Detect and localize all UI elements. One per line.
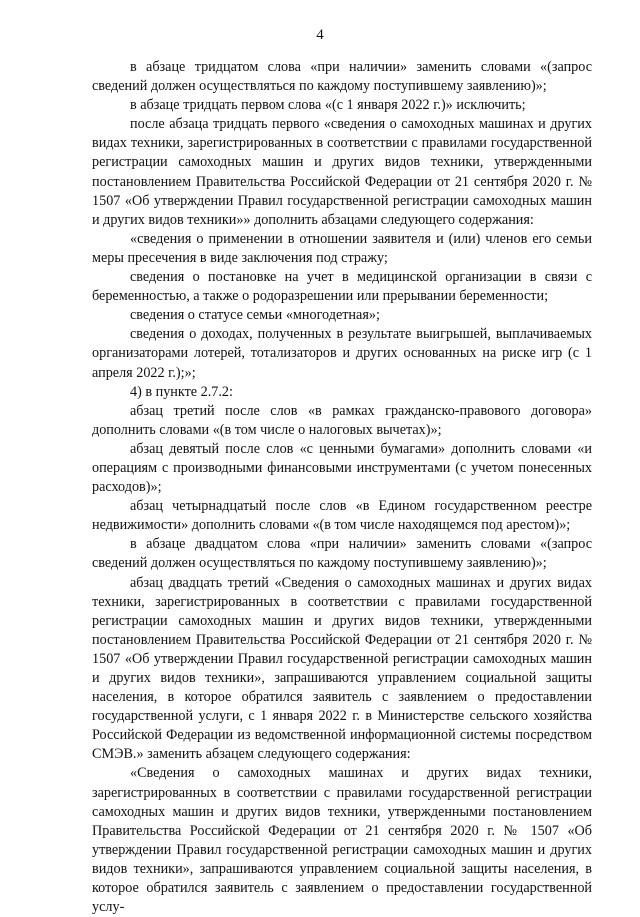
document-body [92,58,592,917]
paragraph: после абзаца тридцать первого «сведения о самоходных машинах и других видах техники, зарегистрированных в соответствии с правилами государственной регистрации самоходных машин и других видов техники, утвержденными постановлением Правительства Российской Федерации от 21 сентября 2020 г. № 1507 «Об утверждении Правил государственной регистрации самоходных машин и других видов техники»» дополнить абзацами следующего содержания: [92,116,592,228]
paragraph: абзац четырнадцатый после слов «в Едином государственном реестре недвижимости» дополнить словами «(в том числе находящемся под арестом)»; [92,498,592,534]
paragraph: сведения о доходах, полученных в результате выигрышей, выплачиваемых организаторами лотерей, тотализаторов и других основанных на риске игр (с 1 апреля 2022 г.);»; [92,326,592,381]
paragraph: абзац двадцать третий «Сведения о самоходных машинах и других видах техники, зарегистрированных в соответствии с правилами государственной регистрации самоходных машин и других видов техники, утвержденными постановлением Правительства Российской Федерации от 21 сентября 2020 г. № 1507 «Об утверждении Правил государственной регистрации самоходных машин и других видов техники», запрашиваются управлением социальной защиты населения, в которое обратился заявитель с заявлением о предоставлении государственной услуги, с 1 января 2022 г. в Министерстве сельского хозяйства Российской Федерации из ведомственной информационной системы посредством СМЭВ.» заменить абзацем следующего содержания: [92,574,592,763]
paragraph: в абзаце тридцать первом слова «(с 1 января 2022 г.)» исключить; [130,97,526,114]
paragraph: абзац девятый после слов «с ценными бумагами» дополнить словами «и операциям с производными финансовыми инструментами (с учетом понесенных расходов)»; [92,440,592,496]
page-number: 4 [316,27,324,43]
paragraph: «Сведения о самоходных машинах и других видах техники, зарегистрированных в соответствии с правилами государственной регистрации самоходных машин и других видов техники, утвержденными постановлением Правительства Российской Федерации от 21 сентября 2020 г. № 1507 «Об утверждении Правил государственной регистрации самоходных машин и других видов техники», запрашиваются управлением социальной защиты населения, в которое обратился заявитель с заявлением о предоставлении государственной услу- [92,765,592,916]
paragraph: абзац третий после слов «в рамках гражданско-правового договора» дополнить словами «(в том числе о налоговых вычетах)»; [92,402,592,438]
paragraph: в абзаце тридцатом слова «при наличии» заменить словами «(запрос сведений должен осуществляться по каждому поступившему заявлению)»; [92,59,592,95]
paragraph: 4) в пункте 2.7.2: [130,383,233,400]
paragraph: сведения о постановке на учет в медицинской организации в связи с беременностью, а также о родоразрешении или прерывании беременности; [92,269,592,305]
paragraph: в абзаце двадцатом слова «при наличии» заменить словами «(запрос сведений должен осуществляться по каждому поступившему заявлению)»; [92,536,592,572]
paragraph: сведения о статусе семьи «многодетная»; [130,307,380,324]
paragraph: «сведения о применении в отношении заявителя и (или) членов его семьи меры пресечения в виде заключения под стражу; [92,230,592,266]
